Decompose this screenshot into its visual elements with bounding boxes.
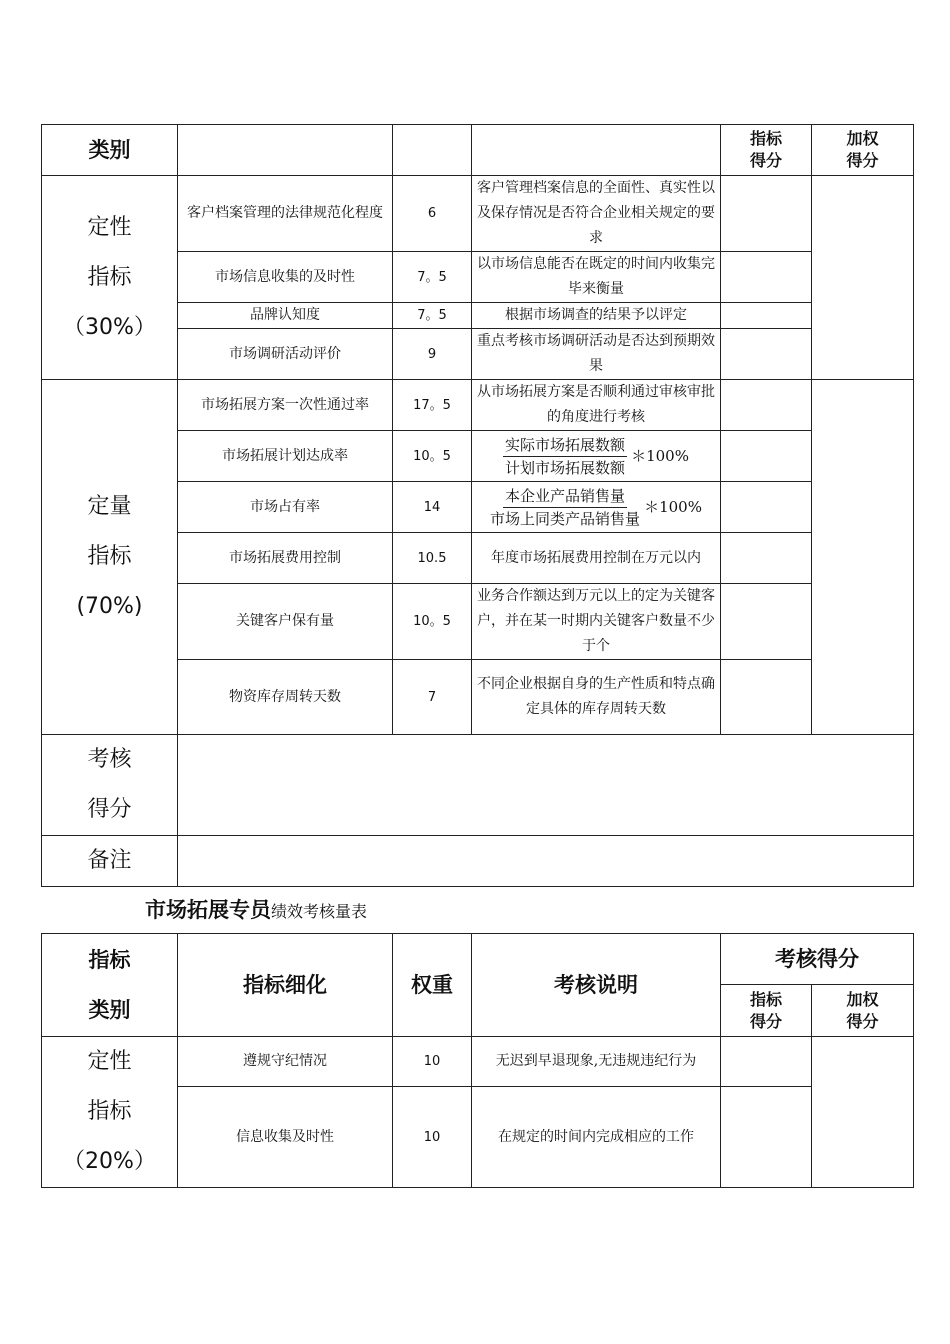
indicator-weight: 7 (393, 660, 472, 735)
indicator-weight: 9 (393, 329, 472, 380)
table-row (42, 380, 914, 431)
header-desc: 考核说明 (472, 934, 721, 1037)
fraction-numerator: 实际市场拓展数额 (503, 434, 627, 457)
fraction-formula (503, 434, 689, 479)
header-blank-detail (178, 125, 393, 176)
indicator-item: 市场占有率 (178, 482, 393, 533)
indicator-desc: 在规定的时间内完成相应的工作 (472, 1087, 721, 1188)
header-score: 考核得分 (721, 934, 914, 985)
header-weight: 权重 (393, 934, 472, 1037)
score-index-cell (721, 1037, 812, 1087)
score-index-cell (721, 533, 812, 584)
score-index-cell (721, 1087, 812, 1188)
fraction-multiplier: ＊100% (631, 446, 689, 465)
score-index-cell (721, 329, 812, 380)
header-score-index: 指标 得分 (721, 985, 812, 1037)
indicator-desc: 无迟到早退现象,无违规违纪行为 (472, 1037, 721, 1087)
indicator-weight: 7。5 (393, 303, 472, 329)
indicator-item: 市场拓展计划达成率 (178, 431, 393, 482)
indicator-desc: 客户管理档案信息的全面性、真实性以及保存情况是否符合企业相关规定的要求 (472, 176, 721, 252)
indicator-weight: 10 (393, 1037, 472, 1087)
indicator-item: 市场拓展费用控制 (178, 533, 393, 584)
header-category: 指标 类别 (42, 934, 178, 1037)
score-index-cell (721, 431, 812, 482)
indicator-item: 关键客户保有量 (178, 584, 393, 660)
table-row (42, 1037, 914, 1087)
fraction-numerator: 本企业产品销售量 (503, 485, 627, 508)
score-index-cell (721, 380, 812, 431)
indicator-weight: 6 (393, 176, 472, 252)
score-index-cell (721, 252, 812, 303)
indicator-desc: 不同企业根据自身的生产性质和特点确定具体的库存周转天数 (472, 660, 721, 735)
indicator-item: 品牌认知度 (178, 303, 393, 329)
fraction-formula (490, 485, 702, 530)
assessment-table-1 (41, 124, 914, 887)
header-score-weighted: 加权 得分 (812, 985, 914, 1037)
category-qualitative: 定性 指标 （30%） (42, 176, 178, 380)
remarks-label: 备注 (42, 836, 178, 887)
total-score-label: 考核 得分 (42, 735, 178, 836)
fraction-multiplier: ＊100% (644, 497, 702, 516)
score-weighted-cell (812, 380, 914, 735)
indicator-weight: 10.5 (393, 533, 472, 584)
indicator-desc: 以市场信息能否在既定的时间内收集完毕来衡量 (472, 252, 721, 303)
total-score-row (42, 735, 914, 836)
header-score-index: 指标 得分 (721, 125, 812, 176)
category-quantitative: 定量 指标 (70%) (42, 380, 178, 735)
indicator-weight: 10。5 (393, 584, 472, 660)
indicator-desc: 年度市场拓展费用控制在万元以内 (472, 533, 721, 584)
form-title (145, 894, 367, 924)
score-index-cell (721, 176, 812, 252)
score-index-cell (721, 303, 812, 329)
header-blank-desc (472, 125, 721, 176)
score-index-cell (721, 584, 812, 660)
indicator-weight: 10 (393, 1087, 472, 1188)
indicator-item: 客户档案管理的法律规范化程度 (178, 176, 393, 252)
total-score-value[interactable] (178, 735, 914, 836)
table1-header-row (42, 125, 914, 176)
header-category: 类别 (42, 125, 178, 176)
indicator-formula (472, 482, 721, 533)
category-qualitative: 定性 指标 （20%） (42, 1037, 178, 1188)
remarks-value[interactable] (178, 836, 914, 887)
score-weighted-cell (812, 176, 914, 380)
table2-header-row (42, 934, 914, 985)
score-index-cell (721, 482, 812, 533)
fraction-denominator: 市场上同类产品销售量 (490, 509, 641, 528)
indicator-desc: 重点考核市场调研活动是否达到预期效果 (472, 329, 721, 380)
indicator-item: 市场拓展方案一次性通过率 (178, 380, 393, 431)
indicator-desc: 根据市场调查的结果予以评定 (472, 303, 721, 329)
indicator-item: 信息收集及时性 (178, 1087, 393, 1188)
indicator-item: 物资库存周转天数 (178, 660, 393, 735)
assessment-table-2 (41, 933, 914, 1188)
table-row (42, 176, 914, 252)
indicator-desc: 业务合作额达到万元以上的定为关键客户，并在某一时期内关键客户数量不少于个 (472, 584, 721, 660)
header-detail: 指标细化 (178, 934, 393, 1037)
indicator-desc: 从市场拓展方案是否顺利通过审核审批的角度进行考核 (472, 380, 721, 431)
indicator-weight: 17。5 (393, 380, 472, 431)
indicator-weight: 7。5 (393, 252, 472, 303)
header-score-weighted: 加权 得分 (812, 125, 914, 176)
indicator-weight: 10。5 (393, 431, 472, 482)
indicator-item: 遵规守纪情况 (178, 1037, 393, 1087)
score-weighted-cell (812, 1037, 914, 1188)
form-title-main: 市场拓展专员 (145, 898, 271, 922)
indicator-item: 市场调研活动评价 (178, 329, 393, 380)
indicator-item: 市场信息收集的及时性 (178, 252, 393, 303)
form-title-sub: 绩效考核量表 (271, 902, 368, 921)
indicator-formula (472, 431, 721, 482)
fraction-denominator: 计划市场拓展数额 (505, 458, 626, 477)
score-index-cell (721, 660, 812, 735)
header-blank-weight (393, 125, 472, 176)
indicator-weight: 14 (393, 482, 472, 533)
remarks-row (42, 836, 914, 887)
